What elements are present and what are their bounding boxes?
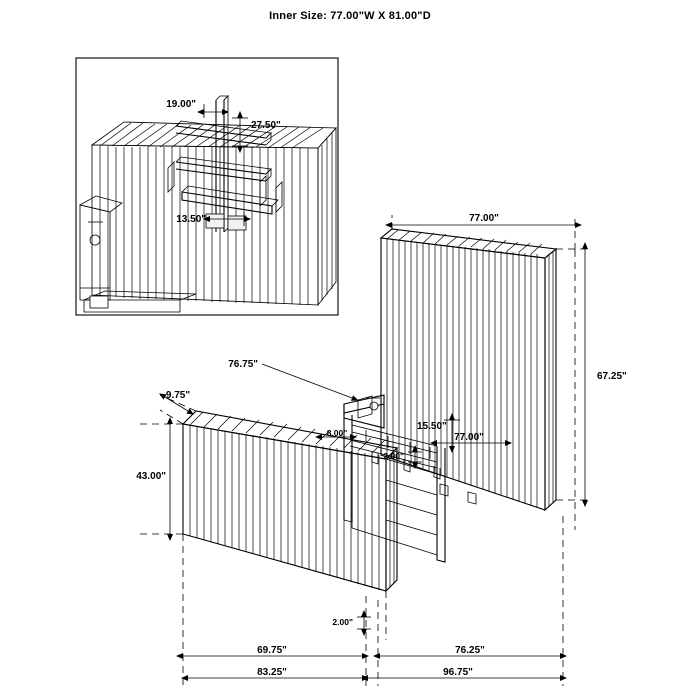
headboard — [381, 229, 556, 510]
footboard — [183, 411, 397, 591]
page-title: Inner Size: 77.00"W X 81.00"D — [269, 10, 431, 22]
inset-dim-label-1350: 13.50" — [176, 214, 206, 225]
dim-label-top-77: 77.00" — [469, 213, 499, 224]
inset-dim-label-2750: 27.50" — [251, 120, 281, 131]
rail-bolt-icon — [370, 402, 378, 410]
dim-label-800: 8.00" — [326, 428, 348, 438]
dim-4300 — [136, 424, 170, 534]
inset-detail-group — [76, 58, 338, 315]
dim-7675 — [228, 359, 352, 398]
dim-8325 — [188, 667, 362, 678]
dim-label-7675: 76.75" — [228, 359, 258, 370]
dim-label-9675: 96.75" — [443, 667, 473, 678]
dim-label-8325: 83.25" — [257, 667, 287, 678]
dim-800 — [322, 428, 350, 438]
dim-right-6725 — [585, 249, 627, 500]
inset-dim-label-19: 19.00" — [166, 99, 196, 110]
dim-label-inner-77: 77.00" — [454, 432, 484, 443]
dim-label-6975: 69.75" — [257, 645, 287, 656]
dim-9675 — [368, 667, 560, 678]
dim-6975 — [183, 645, 362, 656]
dim-top-77 — [392, 213, 575, 225]
dim-975 — [165, 390, 190, 411]
dim-7625 — [380, 645, 560, 656]
inset-frame — [76, 58, 338, 315]
dim-label-7625: 76.25" — [455, 645, 485, 656]
dim-200-lower — [332, 617, 371, 629]
dim-label-200-upper: 2.00" — [383, 451, 404, 461]
dim-label-4300: 43.00" — [136, 471, 166, 482]
dim-label-200-lower: 2.00" — [332, 617, 353, 627]
dim-label-1550: 15.50" — [417, 421, 447, 432]
dim-label-975: 9.75" — [165, 390, 191, 401]
dim-label-6725: 67.25" — [597, 371, 627, 382]
